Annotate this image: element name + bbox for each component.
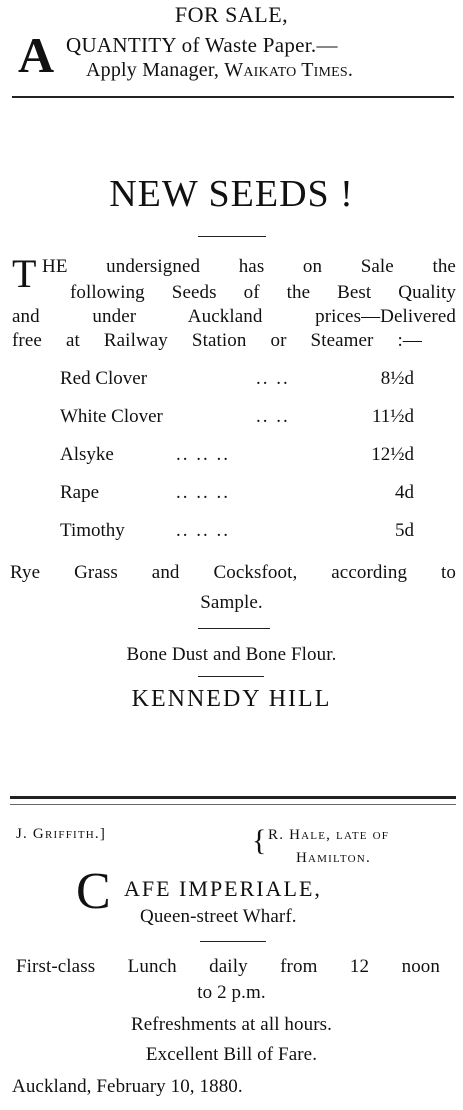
seed-price: 4d [395,482,414,503]
seeds-paragraph-line-3: and under Auckland prices—Delivered [12,306,456,327]
brace-glyph: { [252,824,267,857]
short-rule [198,628,270,629]
word: HE [42,256,68,277]
seeds-paragraph-line-1 [42,256,456,278]
seed-price: 11½d [371,406,414,427]
seed-leader-dots: .. .. .. [176,520,230,541]
seed-name: Timothy [60,520,125,541]
seed-leader-dots: .. .. [256,406,290,427]
seed-name: Rape [60,482,100,503]
seeds-paragraph-line-4: free at Railway Station or Steamer :— [12,330,422,351]
drop-cap-t: T [12,251,37,296]
advert-divider-rule [12,96,454,98]
seed-name: Red Clover [60,368,148,389]
refreshments-line: Refreshments at all hours. [131,1014,332,1035]
drop-cap-c: C [76,863,111,920]
advert-divider-thick-rule [10,796,456,799]
seeds-paragraph-line-2: following Seeds of the Best Quality [70,282,456,303]
rye-grass-line-1: Rye Grass and Cocksfoot, according to [10,562,456,583]
lunch-line-2: to 2 p.m. [197,982,266,1003]
for-sale-line-2 [86,59,353,82]
bone-dust-line: Bone Dust and Bone Flour. [126,644,337,665]
short-rule [198,676,264,677]
word: the [432,256,456,277]
new-seeds-title: NEW SEEDS ! [109,173,354,215]
title-underline-rule [198,236,266,237]
for-sale-heading: FOR SALE, [174,2,289,27]
word: undersigned [106,256,201,277]
for-sale-apply-text: Apply Manager, [86,59,220,81]
drop-cap-a: A [18,27,55,83]
advert-divider-thin-rule [10,804,456,805]
advertiser-signature: KENNEDY HILL [131,686,332,712]
word: has [238,256,265,277]
seed-leader-dots: .. .. .. [176,444,230,465]
proprietor-left: J. Griffith.] [16,826,107,842]
dateline: Auckland, February 10, 1880. [12,1076,243,1097]
proprietor-right-line-1: R. Hale, late of [268,827,390,843]
rye-grass-line-2: Sample. [200,592,263,613]
bill-of-fare-line: Excellent Bill of Fare. [145,1044,318,1065]
for-sale-publication-name: Waikato Times. [224,59,354,81]
cafe-location: Queen-street Wharf. [140,906,297,927]
seed-leader-dots: .. .. .. [176,482,230,503]
seed-name: Alsyke [60,444,114,465]
seed-leader-dots: .. .. [256,368,290,389]
word: Sale [360,256,394,277]
seed-price: 8½d [380,368,414,389]
seed-price: 5d [395,520,414,541]
proprietor-right-line-2: Hamilton. [296,850,371,866]
cafe-name: AFE IMPERIALE, [124,876,322,901]
seed-name: White Clover [60,406,163,427]
word: on [302,256,323,277]
lunch-line-1: First-class Lunch daily from 12 noon [16,956,440,977]
short-rule [200,941,266,942]
seed-price: 12½d [371,444,414,465]
for-sale-line-1: QUANTITY of Waste Paper.— [66,33,338,57]
